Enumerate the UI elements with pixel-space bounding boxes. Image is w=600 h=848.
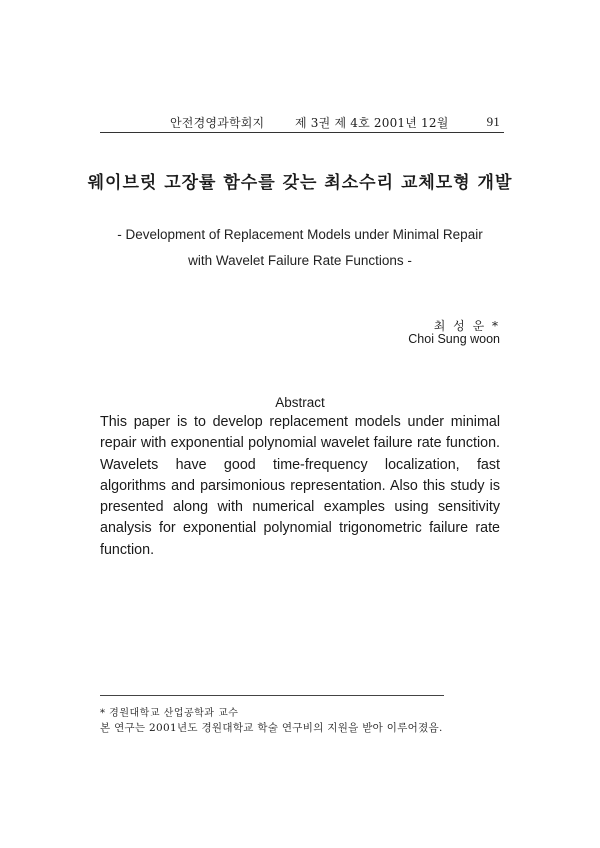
abstract-heading: Abstract (275, 395, 325, 410)
author-english-name: Choi Sung woon (408, 332, 500, 346)
english-title-line-1: - Development of Replacement Models under Minimal Repair (117, 227, 483, 242)
running-header (100, 114, 504, 132)
korean-title: 웨이브릿 고장률 함수를 갖는 최소수리 교체모형 개발 (87, 173, 513, 193)
english-title (60, 222, 540, 274)
footnote-rule (100, 695, 444, 696)
footnote-affiliation: * 경원대학교 산업공학과 교수 (100, 708, 239, 719)
author-korean-name: 최 성 운 * (433, 319, 500, 333)
issue-info: 제 3권 제 4호 2001년 12월 (295, 116, 449, 130)
english-title-line-2: with Wavelet Failure Rate Functions - (188, 253, 412, 268)
footnote-funding: 본 연구는 2001년도 경원대학교 학술 연구비의 지원을 받아 이루어졌음. (100, 722, 443, 734)
abstract-body: This paper is to develop replacement models under minimal repair with exponential polynomial wavelet failure rate function. Wavelets have good time-frequency localization, fast algorithms and parsimonious representation. Also this study is presented along with numerical examples using sensitivity analysis for exponential polynomial trigonometric failure rate function. (100, 414, 500, 558)
header-rule (100, 132, 504, 133)
journal-name: 안전경영과학회지 (170, 116, 265, 130)
page-number: 91 (486, 114, 500, 129)
